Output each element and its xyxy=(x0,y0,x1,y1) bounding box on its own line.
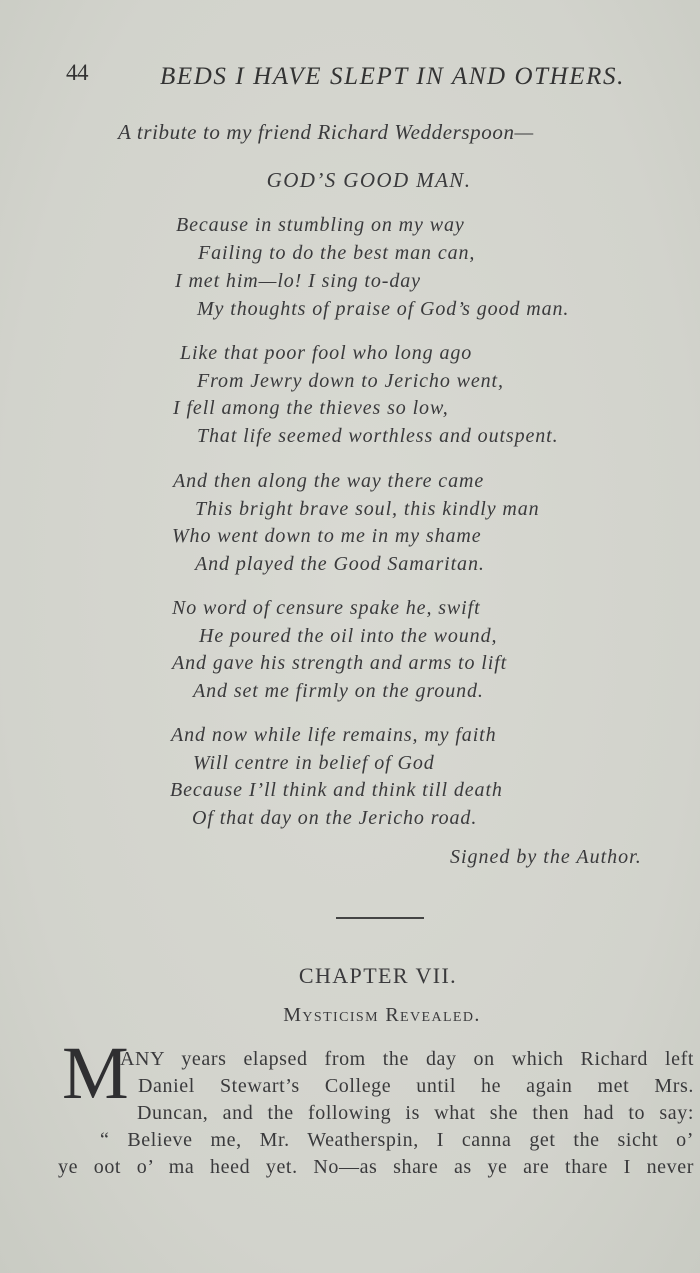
page-number: 44 xyxy=(66,60,88,85)
poem-line: From Jewry down to Jericho went, xyxy=(197,370,504,392)
poem-line: Of that day on the Jericho road. xyxy=(192,807,478,829)
poem-line: My thoughts of praise of God’s good man. xyxy=(197,298,570,320)
poem-line: I fell among the thieves so low, xyxy=(173,397,449,419)
author-signature: Signed by the Author. xyxy=(450,846,642,868)
poem-line: Because I’ll think and think till death xyxy=(170,779,503,801)
chapter-heading: CHAPTER VII. xyxy=(298,963,458,988)
chapter-text-line: Duncan, and the following is what she then had to say: xyxy=(137,1102,694,1124)
chapter-text-line: “ Believe me, Mr. Weatherspin, I canna get the sicht o’ xyxy=(100,1129,694,1151)
chapter-subtitle: Mysticism Revealed. xyxy=(283,1004,481,1026)
poem-line: He poured the oil into the wound, xyxy=(199,625,498,647)
poem-title: GOD’S GOOD MAN. xyxy=(266,168,472,192)
running-title: BEDS I HAVE SLEPT IN AND OTHERS. xyxy=(160,63,625,90)
poem-line: Will centre in belief of God xyxy=(193,752,435,774)
drop-cap: M xyxy=(62,1032,129,1115)
chapter-text-line: ye oot o’ ma heed yet. No—as share as ye are thare I never xyxy=(58,1156,694,1178)
poem-line: That life seemed worthless and outspent. xyxy=(197,425,559,447)
poem-line: And now while life remains, my faith xyxy=(171,724,497,746)
poem-line: Who went down to me in my shame xyxy=(172,525,482,547)
poem-line: And then along the way there came xyxy=(173,470,485,492)
chapter-text-line: Daniel Stewart’s College until he again met Mrs. xyxy=(138,1075,694,1097)
poem-line: Like that poor fool who long ago xyxy=(180,342,473,364)
poem-line: Because in stumbling on my way xyxy=(176,214,465,236)
poem-line: Failing to do the best man can, xyxy=(198,242,476,264)
poem-line: I met him—lo! I sing to-day xyxy=(175,270,421,292)
tribute-line: A tribute to my friend Richard Wedderspoon— xyxy=(118,120,534,144)
poem-line: This bright brave soul, this kindly man xyxy=(195,498,540,520)
poem-line: No word of censure spake he, swift xyxy=(172,597,481,619)
chapter-text-line: ANY years elapsed from the day on which Richard left xyxy=(120,1048,694,1070)
section-divider xyxy=(336,917,424,919)
poem-line: And set me firmly on the ground. xyxy=(193,680,484,702)
poem-line: And gave his strength and arms to lift xyxy=(172,652,508,674)
poem-line: And played the Good Samaritan. xyxy=(195,553,485,575)
